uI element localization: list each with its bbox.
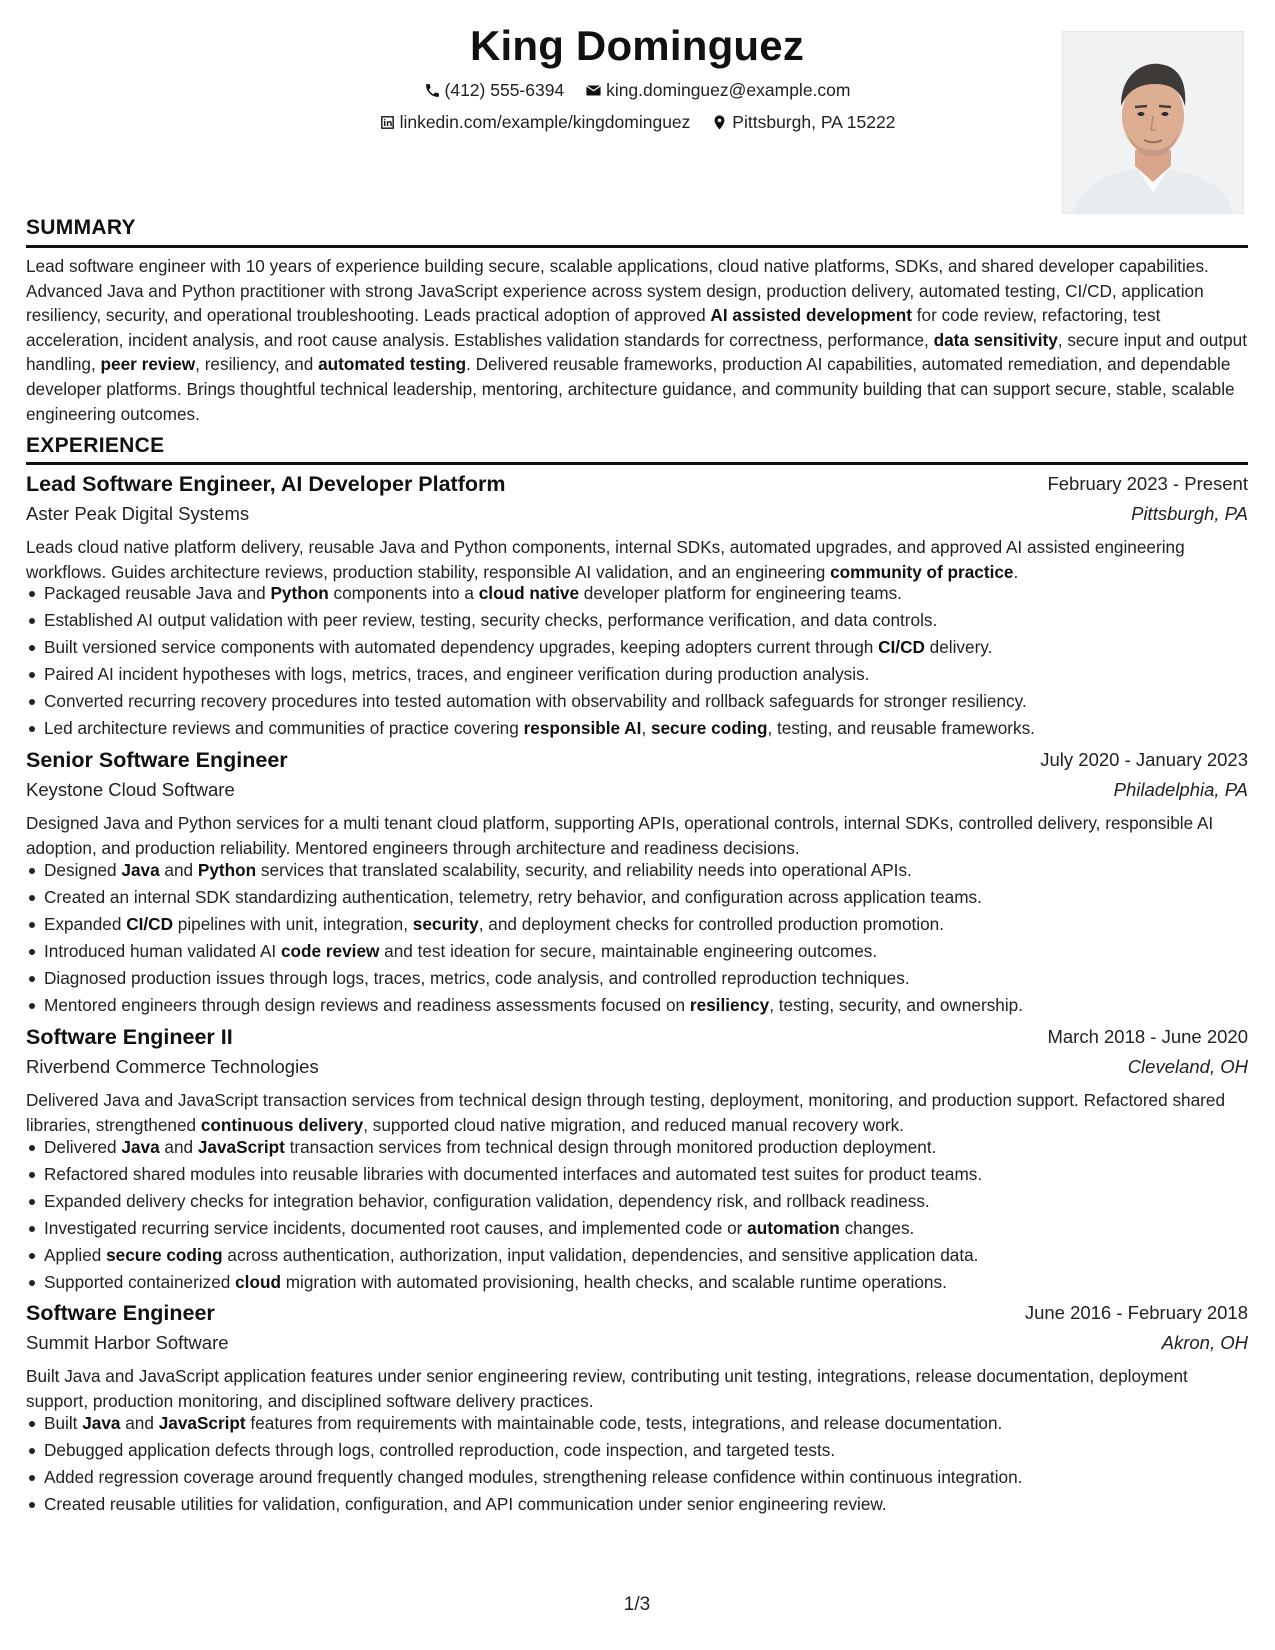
bullet-item xyxy=(26,1242,1248,1269)
bullet-item xyxy=(26,1269,1248,1296)
text-run: Refactored shared modules into reusable libraries with documented interfaces and automated test suites for product teams. xyxy=(44,1164,983,1184)
bullet-item xyxy=(26,1134,1248,1161)
text-run: , xyxy=(641,718,651,738)
location-contact xyxy=(711,112,895,133)
bullet-item xyxy=(26,965,1248,992)
candidate-name: King Dominguez xyxy=(469,22,805,69)
bullet-item xyxy=(26,661,1248,688)
job-description xyxy=(26,1088,1248,1137)
bullet-item xyxy=(26,884,1248,911)
job-title: Senior Software Engineer xyxy=(26,748,288,772)
text-run: transaction services from technical design through monitored production deployment. xyxy=(284,1137,937,1157)
job-description xyxy=(26,1364,1248,1413)
text-run: delivery. xyxy=(924,637,993,657)
experience-divider xyxy=(26,462,1248,465)
text-run: , secure input and output handling, xyxy=(26,329,1247,375)
job-description xyxy=(26,535,1248,584)
emphasis-text: secure coding xyxy=(106,1245,223,1265)
text-run: Built versioned service components with automated dependency upgrades, keeping adopters current through xyxy=(44,637,879,657)
page-number: 1/3 xyxy=(623,1594,651,1615)
bullet-item xyxy=(26,1161,1248,1188)
text-run: Expanded xyxy=(44,914,127,934)
job-location: Philadelphia, PA xyxy=(1113,779,1248,800)
text-run: Debugged application defects through logs, controlled reproduction, code inspection, and targeted tests. xyxy=(44,1440,836,1460)
emphasis-text: data sensitivity xyxy=(933,329,1058,350)
summary-heading: SUMMARY xyxy=(26,216,136,239)
bullet-item xyxy=(26,1491,1248,1518)
text-run: across authentication, authorization, input validation, dependencies, and sensitive application data. xyxy=(222,1245,979,1265)
text-run: , supported cloud native migration, and reduced manual recovery work. xyxy=(363,1114,904,1135)
location-text: Pittsburgh, PA 15222 xyxy=(732,112,896,132)
summary-divider xyxy=(26,245,1248,248)
job-location: Pittsburgh, PA xyxy=(1131,503,1248,524)
text-run: and xyxy=(159,860,198,880)
bullet-item xyxy=(26,1464,1248,1491)
linkedin-icon xyxy=(379,114,396,131)
text-run: Expanded delivery checks for integration behavior, configuration validation, dependency risk, and rollback readiness. xyxy=(44,1191,930,1211)
text-run: Applied xyxy=(44,1245,107,1265)
envelope-icon xyxy=(585,82,602,99)
linkedin-url[interactable]: linkedin.com/example/kingdominguez xyxy=(399,112,691,132)
job-title: Software Engineer II xyxy=(26,1025,233,1049)
emphasis-text: CI/CD xyxy=(878,637,925,657)
text-run: Mentored engineers through design reviews and readiness assessments focused on xyxy=(44,995,690,1015)
experience-heading: EXPERIENCE xyxy=(26,434,165,457)
text-run: Supported containerized xyxy=(44,1272,236,1292)
emphasis-text: peer review xyxy=(100,354,196,375)
profile-photo xyxy=(1062,31,1244,214)
job-dates: March 2018 - June 2020 xyxy=(1047,1026,1248,1047)
text-run: . Delivered reusable frameworks, production AI capabilities, automated remediation, and dependable developer platforms. Brings thoughtful technical leadership, mentoring, architecture guidance, and community building that can support secure, stable, scalable engineering outcomes. xyxy=(26,354,1235,424)
emphasis-text: code review xyxy=(280,941,380,961)
text-run: Diagnosed production issues through logs, traces, metrics, code analysis, and controlled reproduction techniques. xyxy=(44,968,910,988)
text-run: Leads cloud native platform delivery, reusable Java and Python components, internal SDKs, automated upgrades, and approved AI assisted engineering workflows. Guides architecture reviews, production stability, responsible AI validation, and an engineering xyxy=(26,537,1185,582)
linkedin-contact[interactable] xyxy=(379,112,691,133)
emphasis-text: cloud native xyxy=(478,583,580,603)
emphasis-text: JavaScript xyxy=(197,1137,285,1157)
phone-number: (412) 555-6394 xyxy=(444,80,565,100)
text-run: Designed Java and Python services for a multi tenant cloud platform, supporting APIs, operational controls, internal SDKs, controlled delivery, responsible AI adoption, and production reliability. Mentored engineers through architecture and readiness decisions. xyxy=(26,813,1214,858)
text-run: Paired AI incident hypotheses with logs, metrics, traces, and engineer verification during production analysis. xyxy=(44,664,870,684)
bullet-item xyxy=(26,1410,1248,1437)
text-run: migration with automated provisioning, health checks, and scalable runtime operations. xyxy=(280,1272,947,1292)
job-location: Akron, OH xyxy=(1161,1332,1248,1353)
bullet-item xyxy=(26,911,1248,938)
emphasis-text: Java xyxy=(121,860,160,880)
emphasis-text: Python xyxy=(197,860,257,880)
text-run: Packaged reusable Java and xyxy=(44,583,271,603)
text-run: for code review, refactoring, test acceleration, incident analysis, and root cause analysis. Establishes validation standards for correctness, performance, xyxy=(26,305,1161,350)
job-company: Keystone Cloud Software xyxy=(26,779,235,800)
job-bullets xyxy=(26,1410,1248,1518)
text-run: , testing, and reusable frameworks. xyxy=(767,718,1035,738)
bullet-item xyxy=(26,607,1248,634)
bullet-item xyxy=(26,1437,1248,1464)
bullet-item xyxy=(26,688,1248,715)
emphasis-text: security xyxy=(412,914,479,934)
emphasis-text: CI/CD xyxy=(126,914,173,934)
emphasis-text: Java xyxy=(121,1137,160,1157)
text-run: and xyxy=(159,1137,198,1157)
emphasis-text: AI assisted development xyxy=(710,305,912,326)
job-location: Cleveland, OH xyxy=(1127,1056,1248,1077)
text-run: , testing, security, and ownership. xyxy=(769,995,1023,1015)
job-company: Riverbend Commerce Technologies xyxy=(26,1056,319,1077)
text-run: Built Java and JavaScript application features under senior engineering review, contributing unit testing, integrations, release documentation, deployment support, production monitoring, and disciplined software delivery practices. xyxy=(26,1366,1188,1411)
text-run: . xyxy=(1013,561,1019,582)
text-run: components into a xyxy=(328,583,479,603)
bullet-item xyxy=(26,992,1248,1019)
text-run: Created reusable utilities for validation, configuration, and API communication under senior engineering review. xyxy=(44,1494,887,1514)
bullet-item xyxy=(26,634,1248,661)
phone-contact xyxy=(424,80,565,101)
bullet-item xyxy=(26,580,1248,607)
text-run: Designed xyxy=(44,860,122,880)
job-company: Aster Peak Digital Systems xyxy=(26,503,250,524)
emphasis-text: resiliency xyxy=(689,995,770,1015)
job-bullets xyxy=(26,1134,1248,1296)
job-title: Lead Software Engineer, AI Developer Platform xyxy=(26,472,506,496)
text-run: Built xyxy=(44,1413,83,1433)
text-run: developer platform for engineering teams. xyxy=(579,583,902,603)
map-pin-icon xyxy=(711,114,728,131)
bullet-item xyxy=(26,938,1248,965)
bullet-item xyxy=(26,715,1248,742)
text-run: and test ideation for secure, maintainable engineering outcomes. xyxy=(379,941,878,961)
bullet-item xyxy=(26,1188,1248,1215)
email-address[interactable]: king.dominguez@example.com xyxy=(606,80,851,100)
job-description xyxy=(26,811,1248,860)
text-run: Investigated recurring service incidents, documented root causes, and implemented code or xyxy=(44,1218,748,1238)
text-run: and xyxy=(120,1413,159,1433)
job-bullets xyxy=(26,580,1248,742)
text-run: Introduced human validated AI xyxy=(44,941,281,961)
phone-icon xyxy=(424,82,441,99)
emphasis-text: cloud xyxy=(235,1272,281,1292)
text-run: , resiliency, and xyxy=(195,354,319,375)
emphasis-text: automated testing xyxy=(318,354,467,375)
text-run: Delivered Java and JavaScript transaction services from technical design through testing, deployment, monitoring, and production support. Refactored shared libraries, strengthened xyxy=(26,1090,1226,1135)
text-run: Established AI output validation with peer review, testing, security checks, performance verification, and data controls. xyxy=(44,610,938,630)
job-dates: February 2023 - Present xyxy=(1047,473,1248,494)
text-run: Delivered xyxy=(44,1137,122,1157)
text-run: Lead software engineer with 10 years of experience building secure, scalable applications, cloud native platforms, SDKs, and shared developer capabilities. Advanced Java and Python practitioner with strong JavaScript experience across system design, production delivery, automated testing, CI/CD, application resiliency, security, and operational troubleshooting. Leads practical adoption of approved xyxy=(26,256,1209,326)
job-dates: June 2016 - February 2018 xyxy=(1024,1302,1248,1323)
summary-text xyxy=(26,254,1248,426)
bullet-item xyxy=(26,857,1248,884)
text-run: Created an internal SDK standardizing authentication, telemetry, retry behavior, and configuration across application teams. xyxy=(44,887,982,907)
resume-page xyxy=(26,0,1248,1650)
text-run: Added regression coverage around frequently changed modules, strengthening release confidence within continuous integration. xyxy=(44,1467,1023,1487)
emphasis-text: Python xyxy=(270,583,329,603)
bullet-item xyxy=(26,1215,1248,1242)
job-company: Summit Harbor Software xyxy=(26,1332,229,1353)
text-run: services that translated scalability, security, and reliability needs into operational APIs. xyxy=(256,860,912,880)
emphasis-text: automation xyxy=(747,1218,840,1238)
emphasis-text: secure coding xyxy=(650,718,768,738)
emphasis-text: community of practice xyxy=(830,561,1014,582)
emphasis-text: JavaScript xyxy=(158,1413,246,1433)
text-run: Converted recurring recovery procedures into tested automation with observability and rollback safeguards for stronger resiliency. xyxy=(44,691,1027,711)
emphasis-text: continuous delivery xyxy=(200,1114,364,1135)
job-bullets xyxy=(26,857,1248,1019)
text-run: pipelines with unit, integration, xyxy=(172,914,413,934)
job-dates: July 2020 - January 2023 xyxy=(1040,749,1248,770)
text-run: , and deployment checks for controlled production promotion. xyxy=(478,914,944,934)
job-title: Software Engineer xyxy=(26,1301,215,1325)
text-run: features from requirements with maintainable code, tests, integrations, and release documentation. xyxy=(245,1413,1003,1433)
emphasis-text: responsible AI xyxy=(523,718,642,738)
emphasis-text: Java xyxy=(82,1413,121,1433)
email-contact[interactable] xyxy=(585,80,850,101)
text-run: Led architecture reviews and communities of practice covering xyxy=(44,718,524,738)
text-run: changes. xyxy=(839,1218,915,1238)
